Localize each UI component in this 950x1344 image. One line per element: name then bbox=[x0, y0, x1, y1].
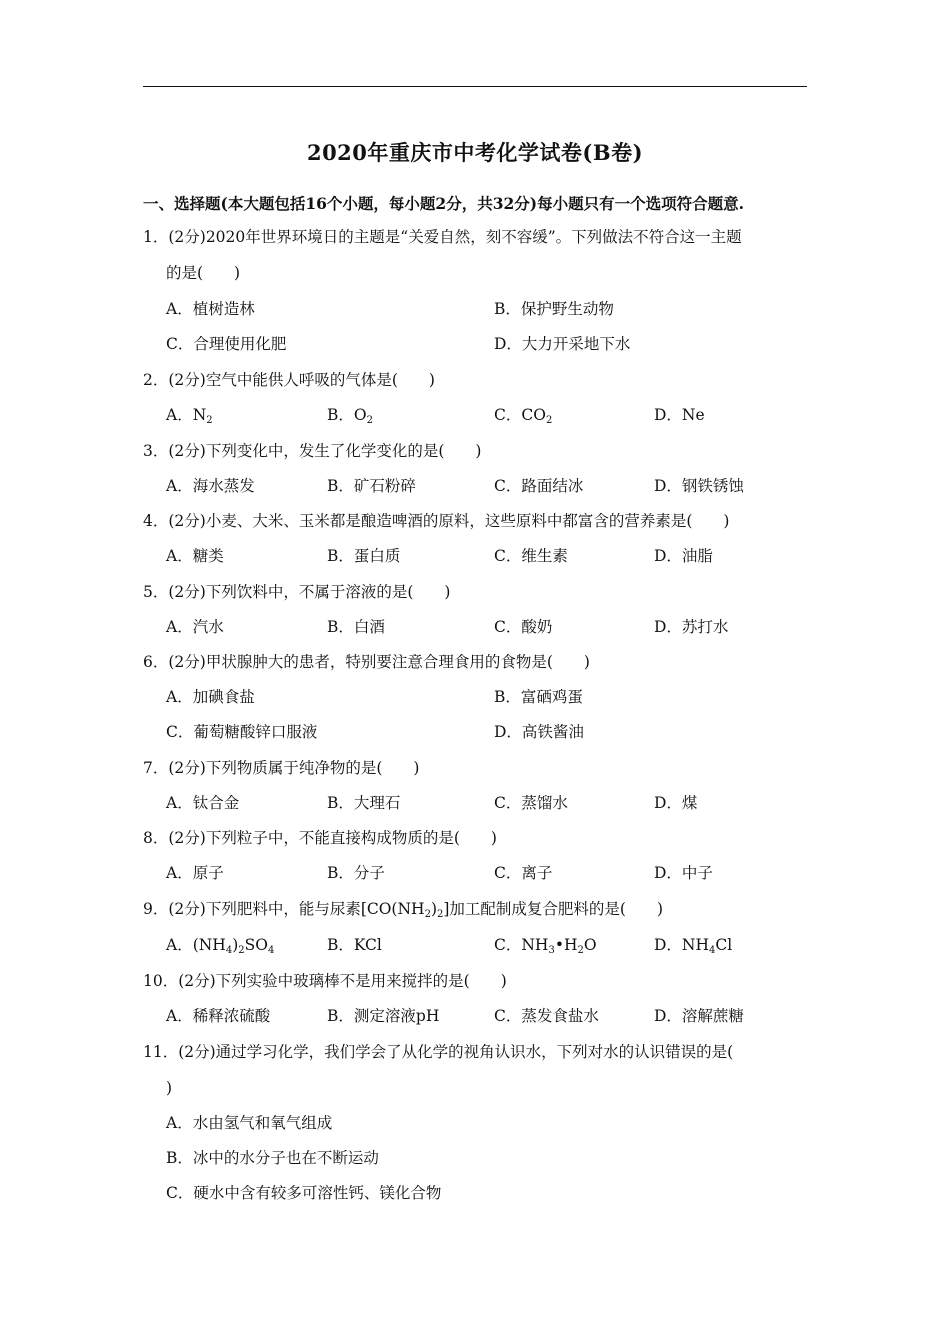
question-11: 11．(2分)通过学习化学，我们学会了从化学的视角认识水，下列对水的认识错误的是( bbox=[143, 1043, 734, 1061]
q5-option-a: A．汽水 bbox=[166, 618, 224, 636]
q8-option-a: A．原子 bbox=[166, 864, 224, 882]
q6-option-b: B．富硒鸡蛋 bbox=[494, 688, 583, 706]
q9-option-c: C．$NH_3•H_2O$ bbox=[494, 936, 597, 956]
q2-option-a: A．$N_2$ bbox=[166, 406, 213, 426]
q7-option-b: B．大理石 bbox=[327, 794, 401, 812]
q10-option-b: B．测定溶液pH bbox=[327, 1007, 440, 1025]
question-7: 7．(2分)下列物质属于纯净物的是( ) bbox=[143, 759, 420, 777]
q11-option-a: A．水由氢气和氧气组成 bbox=[166, 1114, 333, 1132]
question-1: 1．(2分)2020年世界环境日的主题是“关爱自然，刻不容缓”。下列做法不符合这一主题 bbox=[143, 228, 742, 246]
question-10: 10．(2分)下列实验中玻璃棒不是用来搅拌的是( ) bbox=[143, 972, 507, 990]
q7-option-a: A．钛合金 bbox=[166, 794, 240, 812]
q6-option-d: D．高铁酱油 bbox=[494, 723, 584, 741]
q7-option-d: D．煤 bbox=[654, 794, 698, 812]
q3-option-b: B．矿石粉碎 bbox=[327, 477, 416, 495]
q1-option-b: B．保护野生动物 bbox=[494, 300, 614, 318]
q9-option-d: D．$NH_4Cl$ bbox=[654, 936, 733, 956]
q9-option-a: A．$(NH_4)_2SO_4$ bbox=[166, 936, 275, 956]
question-5: 5．(2分)下列饮料中，不属于溶液的是( ) bbox=[143, 583, 451, 601]
section-heading: 一、选择题(本大题包括16个小题，每小题2分，共32分)每小题只有一个选项符合题意. bbox=[143, 194, 744, 213]
q11-option-c: C．硬水中含有较多可溶性钙、镁化合物 bbox=[166, 1184, 442, 1202]
q1-option-c: C．合理使用化肥 bbox=[166, 335, 287, 353]
question-6: 6．(2分)甲状腺肿大的患者，特别要注意合理食用的食物是( ) bbox=[143, 653, 590, 671]
q3-option-d: D．钢铁锈蚀 bbox=[654, 477, 744, 495]
q2-option-d: D．Ne bbox=[654, 406, 705, 424]
page-title: 2020年重庆市中考化学试卷(B卷) bbox=[306, 140, 644, 165]
q10-option-a: A．稀释浓硫酸 bbox=[166, 1007, 271, 1025]
q1-option-a: A．植树造林 bbox=[166, 300, 255, 318]
q10-option-d: D．溶解蔗糖 bbox=[654, 1007, 744, 1025]
question-11-continued: ) bbox=[166, 1079, 173, 1097]
header-rule bbox=[143, 86, 807, 87]
q10-option-c: C．蒸发食盐水 bbox=[494, 1007, 599, 1025]
q9-option-b: B．KCl bbox=[327, 936, 382, 954]
q8-option-b: B．分子 bbox=[327, 864, 385, 882]
question-2: 2．(2分)空气中能供人呼吸的气体是( ) bbox=[143, 371, 435, 389]
q3-option-a: A．海水蒸发 bbox=[166, 477, 255, 495]
q4-option-b: B．蛋白质 bbox=[327, 547, 401, 565]
q3-option-c: C．路面结冰 bbox=[494, 477, 584, 495]
q1-option-d: D．大力开采地下水 bbox=[494, 335, 631, 353]
q6-option-a: A．加碘食盐 bbox=[166, 688, 255, 706]
question-4: 4．(2分)小麦、大米、玉米都是酿造啤酒的原料，这些原料中都富含的营养素是( ) bbox=[143, 512, 730, 530]
q4-option-d: D．油脂 bbox=[654, 547, 713, 565]
q8-option-c: C．离子 bbox=[494, 864, 553, 882]
q7-option-c: C．蒸馏水 bbox=[494, 794, 568, 812]
q6-option-c: C．葡萄糖酸锌口服液 bbox=[166, 723, 318, 741]
question-1-continued: 的是( ) bbox=[166, 264, 241, 282]
q2-option-c: C．$CO_2$ bbox=[494, 406, 553, 426]
q2-option-b: B．$O_2$ bbox=[327, 406, 373, 426]
q4-option-c: C．维生素 bbox=[494, 547, 568, 565]
q5-option-d: D．苏打水 bbox=[654, 618, 729, 636]
q5-option-b: B．白酒 bbox=[327, 618, 385, 636]
q11-option-b: B．冰中的水分子也在不断运动 bbox=[166, 1149, 379, 1167]
q5-option-c: C．酸奶 bbox=[494, 618, 553, 636]
question-9: 9．(2分)下列肥料中，能与尿素$[CO(NH_2)_2]$加工配制成复合肥料的是( ) bbox=[143, 900, 664, 920]
question-3: 3．(2分)下列变化中，发生了化学变化的是( ) bbox=[143, 442, 482, 460]
q4-option-a: A．糖类 bbox=[166, 547, 224, 565]
q8-option-d: D．中子 bbox=[654, 864, 713, 882]
question-8: 8．(2分)下列粒子中，不能直接构成物质的是( ) bbox=[143, 829, 497, 847]
